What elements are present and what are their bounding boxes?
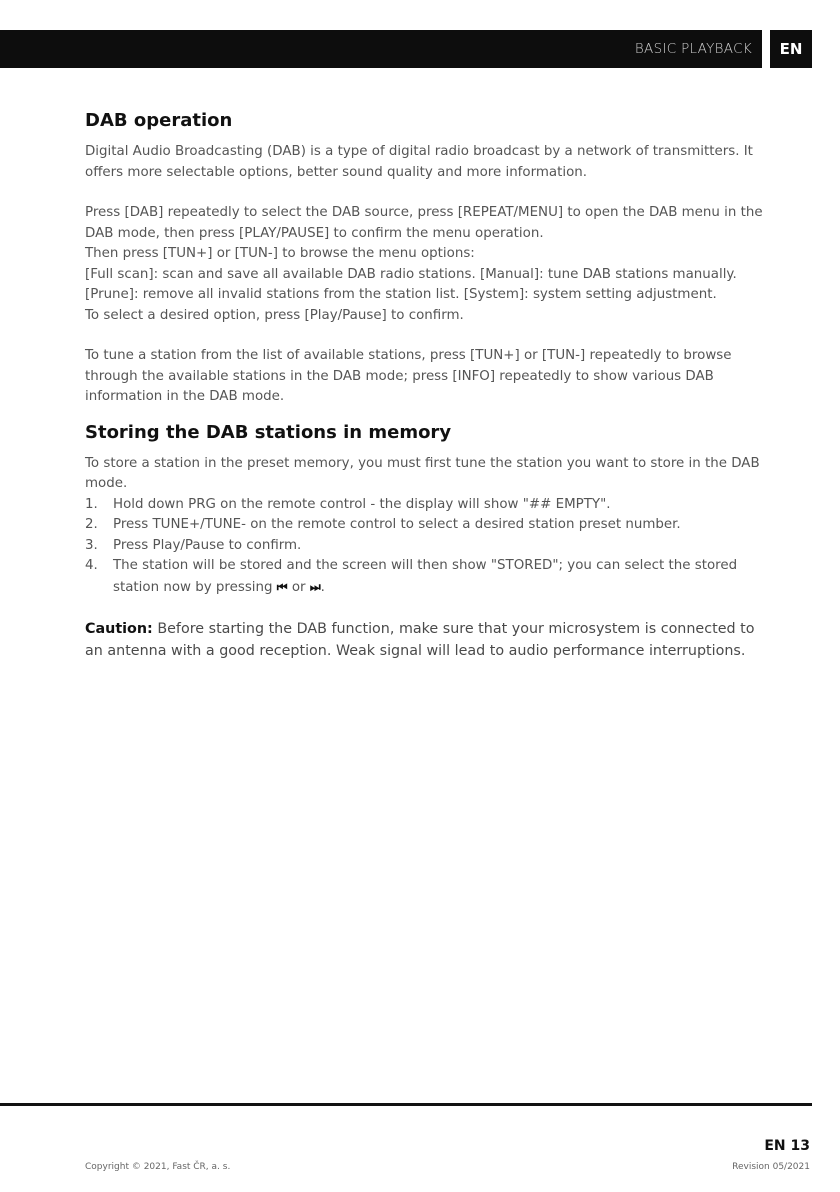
caution-text: Before starting the DAB function, make sure that your microsystem is connected to an antenna with a good reception. Weak signal will lead to audio performance interruptions.: [85, 621, 755, 659]
step-text-end: .: [320, 579, 325, 595]
dab-menu-line-5: To select a desired option, press [Play/Pause] to confirm.: [85, 307, 464, 323]
list-item: [85, 556, 765, 598]
dab-tune-paragraph: To tune a station from the list of available stations, press [TUN+] or [TUN-] repeatedly to browse through the available stations in the DAB mode; press [INFO] repeatedly to show various DAB information in the DAB mode.: [85, 348, 732, 404]
caution-note: [85, 618, 765, 662]
copyright: Copyright © 2021, Fast ČR, a. s.: [85, 1162, 231, 1172]
storing-steps-list: [85, 495, 765, 599]
dab-menu-line-2: Then press [TUN+] or [TUN-] to browse the menu options:: [85, 246, 475, 261]
header-bar: [0, 30, 762, 68]
dab-operation-heading: DAB operation: [85, 110, 233, 131]
revision: Revision 05/2021: [732, 1162, 810, 1172]
storing-heading: Storing the DAB stations in memory: [85, 421, 452, 443]
skip-next-icon: ⏭: [309, 579, 321, 594]
caution-label: Caution:: [85, 621, 153, 637]
dab-menu-line-1: Press [DAB] repeatedly to select the DAB source, press [REPEAT/MENU] to open the DAB menu in the DAB mode, then press [PLAY/PAUSE] to confirm the menu operation.: [85, 205, 763, 241]
step-number: 2.: [85, 517, 98, 532]
step-text: Press TUNE+/TUNE- on the remote control to select a desired station preset number.: [113, 517, 681, 532]
step-text: Hold down PRG on the remote control - the display will show "## EMPTY".: [113, 496, 611, 512]
dab-menu-line-3: [Full scan]: scan and save all available DAB radio stations. [Manual]: tune DAB stations manually.: [85, 266, 737, 282]
step-text-or: or: [287, 579, 310, 595]
step-number: 3.: [85, 537, 98, 553]
footer-rule: [0, 1103, 812, 1106]
page-number: EN 13: [764, 1138, 810, 1154]
dab-intro-paragraph: Digital Audio Broadcasting (DAB) is a type of digital radio broadcast by a network of transmitters. It offers more selectable options, better sound quality and more information.: [85, 144, 753, 180]
step-number: 4.: [85, 558, 98, 573]
dab-menu-line-4: [Prune]: remove all invalid stations from the station list. [System]: system setting adjustment.: [85, 287, 717, 302]
storing-intro-paragraph: To store a station in the preset memory, you must first tune the station you want to store in the DAB mode.: [85, 455, 760, 491]
step-text: The station will be stored and the screen will then show "STORED"; you can select the stored station now by pressing: [113, 558, 738, 595]
step-text: Press Play/Pause to confirm.: [113, 537, 302, 553]
step-number: 1.: [85, 496, 98, 512]
section-title: BASIC PLAYBACK: [634, 41, 752, 57]
list-item: [85, 515, 765, 536]
list-item: [85, 536, 765, 557]
list-item: [85, 495, 765, 516]
skip-previous-icon: ⏮: [276, 579, 288, 594]
page-content: [85, 108, 765, 662]
language-badge: EN: [770, 30, 812, 68]
